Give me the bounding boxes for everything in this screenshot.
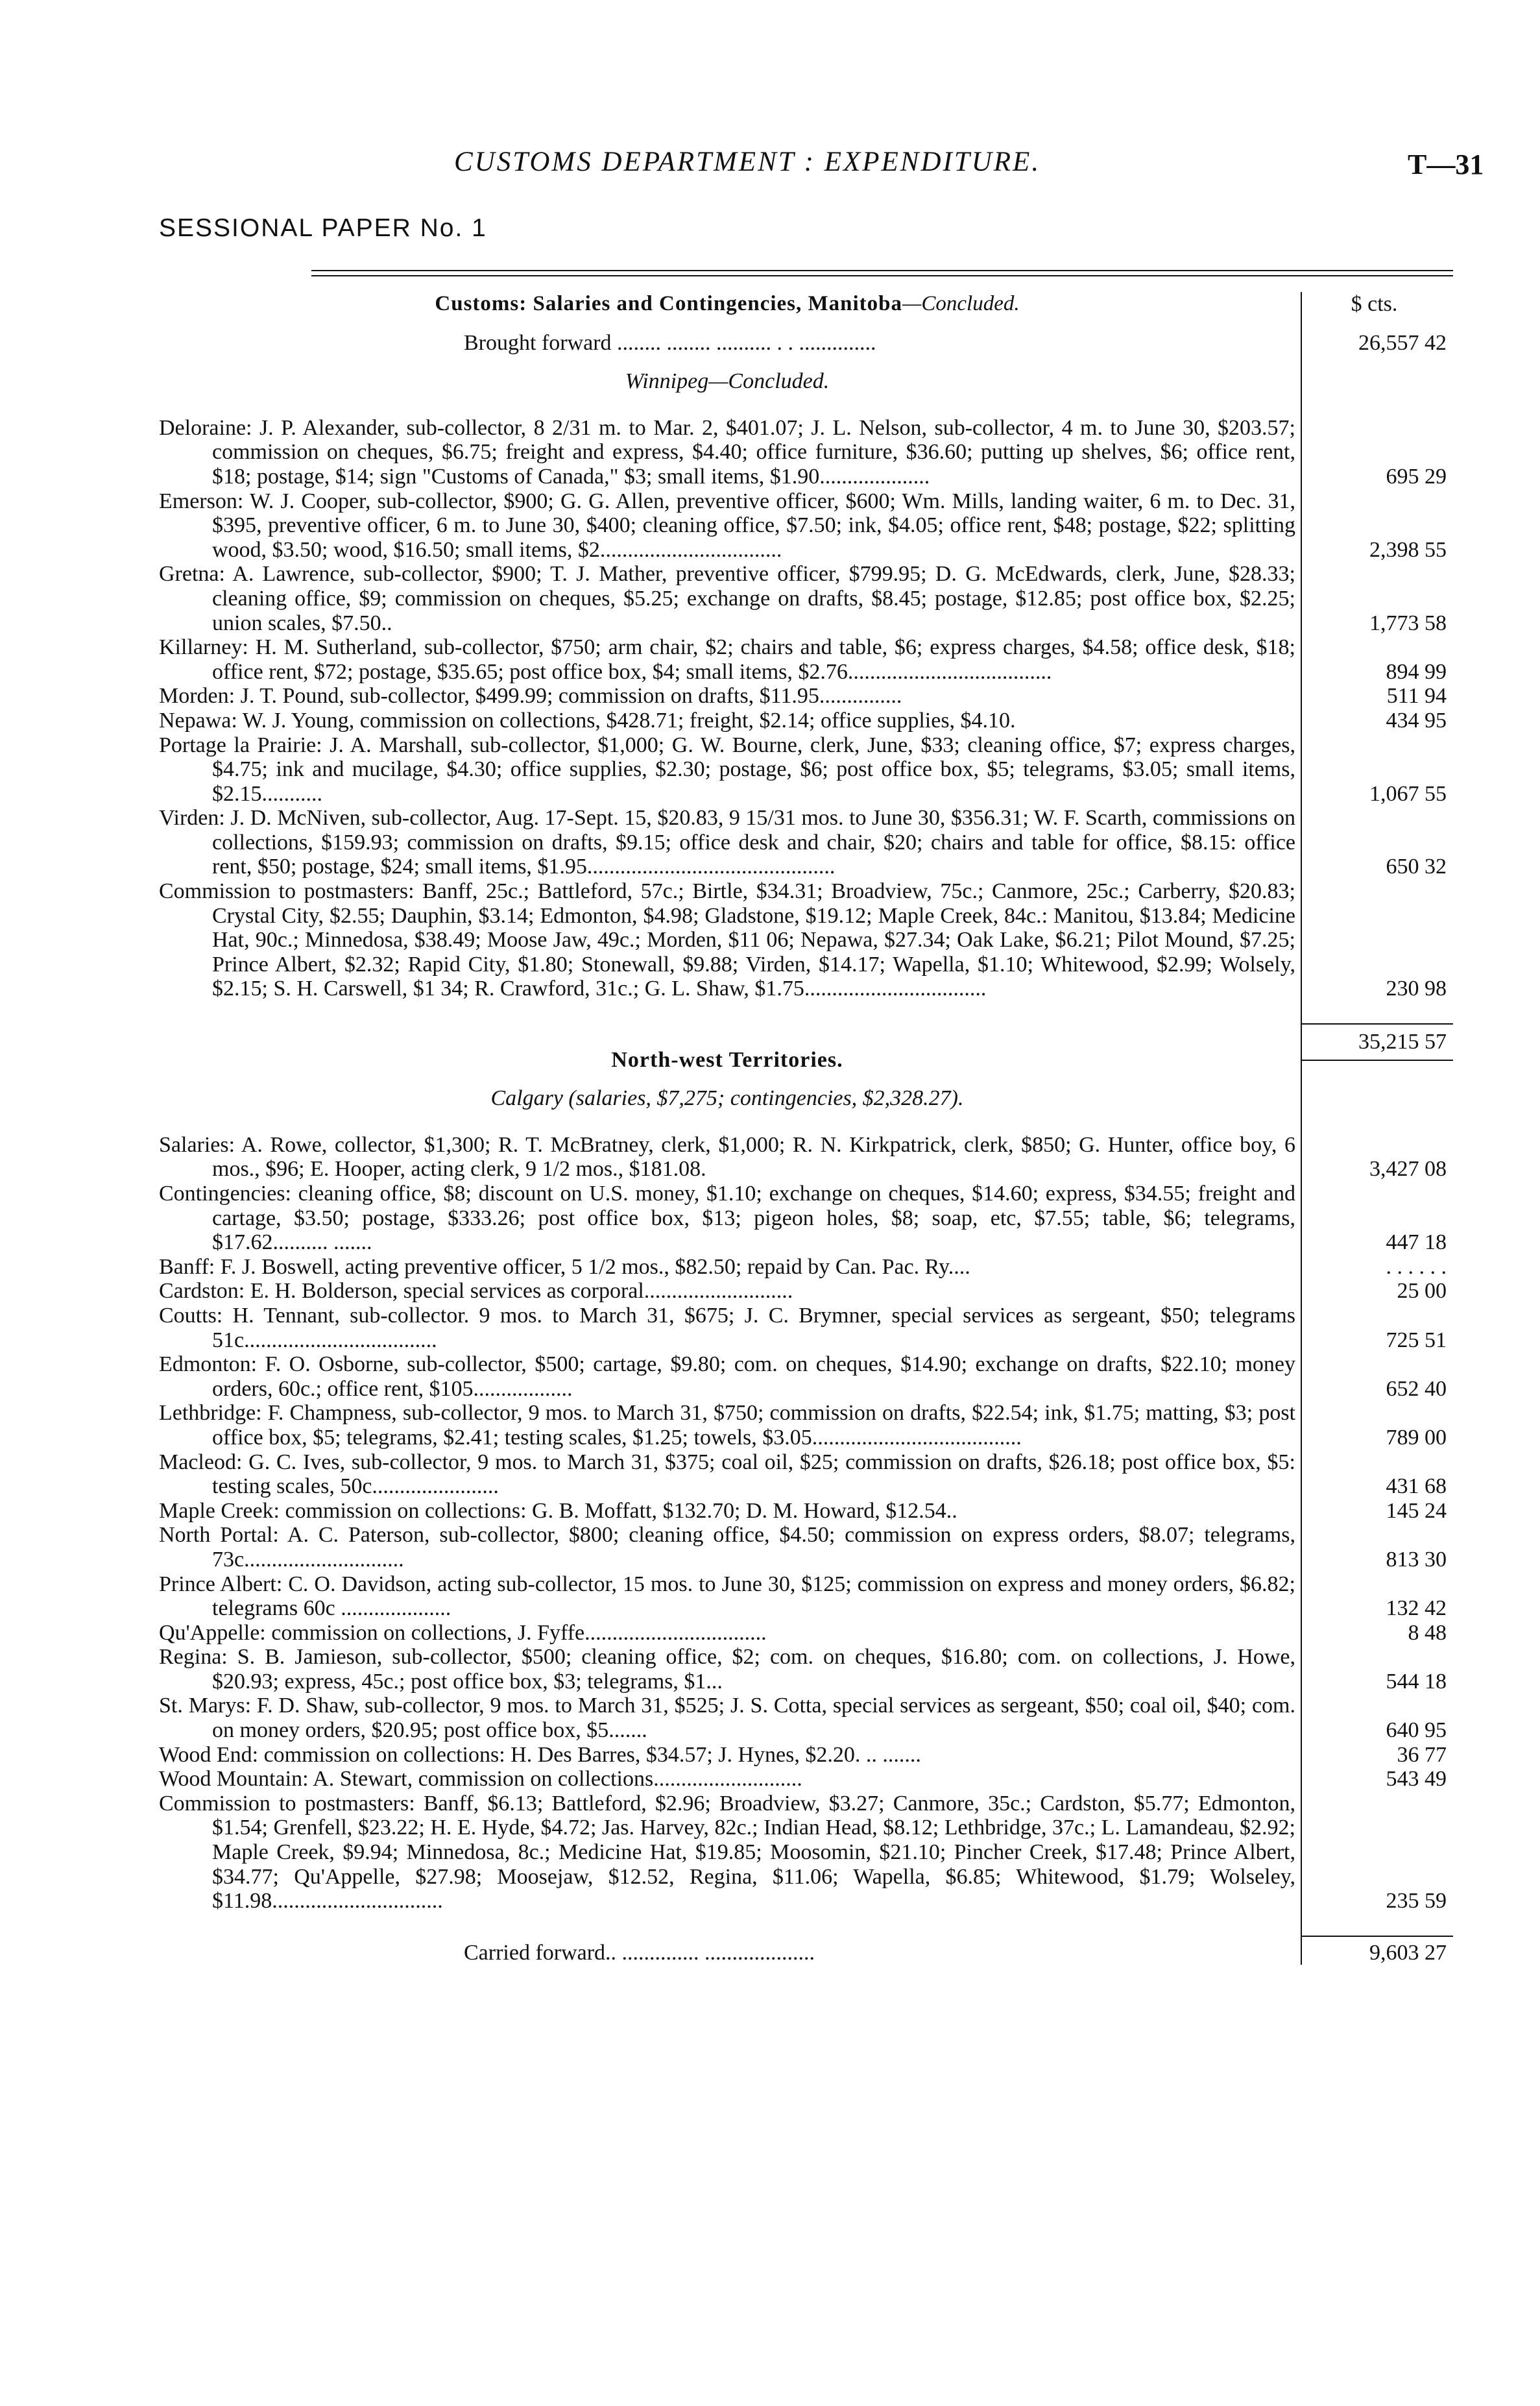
- expenditure-amount: 36 77: [1301, 1743, 1453, 1768]
- table-heading-text: Customs: Salaries and Contingencies, Manitoba: [435, 292, 903, 315]
- expenditure-description: Gretna: A. Lawrence, sub-collector, $900; T. J. Mather, preventive officer, $799.95; D. G. McEdwards, clerk, June, $28.33; cleaning office, $9; commission on cheques, $5.25; exchange on drafts, $8.45; postage, $12.85; post office box, $2.25; union scales, $7.50..: [159, 562, 1295, 635]
- carried-forward-label: Carried forward.. .............. ....................: [464, 1940, 815, 1965]
- carried-forward-amount: 9,603 27: [1301, 1936, 1453, 1965]
- brought-forward-label: Brought forward ........ ........ .......... . . ..............: [464, 330, 876, 355]
- expenditure-amount: 25 00: [1301, 1279, 1453, 1304]
- expenditure-amount: 695 29: [1301, 416, 1453, 489]
- expenditure-row: [159, 709, 1453, 733]
- calgary-subtitle-row: [159, 1086, 1453, 1111]
- expenditure-row: [159, 1767, 1453, 1792]
- expenditure-description: Edmonton: F. O. Osborne, sub-collector, $500; cartage, $9.80; com. on cheques, $14.90; exchange on drafts, $22.10; money orders, 60c.; office rent, $105..................: [159, 1352, 1295, 1401]
- expenditure-amount: 3,427 08: [1301, 1133, 1453, 1182]
- expenditure-description: Commission to postmasters: Banff, 25c.; Battleford, 57c.; Birtle, $34.31; Broadview, 75c.; Canmore, 25c.; Carberry, $20.83; Crystal City, $2.55; Dauphin, $3.14; Edmonton, $4.98; Gladstone, $19.12; Maple Creek, 84c.: Manitou, $13.84; Medicine Hat, 90c.; Minnedosa, $38.49; Moose Jaw, 49c.; Morden, $11 06; Nepawa, $27.34; Oak Lake, $6.21; Pilot Mound, $7.25; Prince Albert, $2.32; Rapid City, $1.80; Stonewall, $9.88; Virden, $14.17; Wapella, $1.10; Whitewood, $2.99; Wolsely, $2.15; S. H. Carswell, $1 34; R. Crawford, 31c.; G. L. Shaw, $1.75.................................: [159, 879, 1295, 1001]
- expenditure-amount: 1,773 58: [1301, 562, 1453, 635]
- nwt-title-row: [159, 1048, 1453, 1073]
- sessional-paper-label: SESSIONAL PAPER No. 1: [159, 214, 487, 242]
- expenditure-amount: 230 98: [1301, 879, 1453, 1001]
- expenditure-amount: 813 30: [1301, 1523, 1453, 1572]
- table-heading: [159, 292, 1301, 317]
- expenditure-description: St. Marys: F. D. Shaw, sub-collector, 9 mos. to March 31, $525; J. S. Cotta, special services as sergeant, $50; coal oil, $40; com. on money orders, $20.95; post office box, $5.......: [159, 1694, 1295, 1743]
- expenditure-row: [159, 1401, 1453, 1450]
- expenditure-description: Prince Albert: C. O. Davidson, acting sub-collector, 15 mos. to June 30, $125; commission on express and money orders, $6.82; telegrams 60c ....................: [159, 1572, 1295, 1621]
- expenditure-row: [159, 489, 1453, 563]
- expenditure-row: [159, 416, 1453, 489]
- top-rule-1: [311, 270, 1453, 271]
- expenditure-amount: 511 94: [1301, 684, 1453, 709]
- expenditure-description: North Portal: A. C. Paterson, sub-collector, $800; cleaning office, $4.50; commission on express orders, $8.07; telegrams, 73c.............................: [159, 1523, 1295, 1572]
- expenditure-amount: 652 40: [1301, 1352, 1453, 1401]
- expenditure-row: [159, 1645, 1453, 1694]
- expenditure-description: Wood End: commission on collections: H. Des Barres, $34.57; J. Hynes, $2.20. .. .......: [159, 1742, 921, 1767]
- expenditure-row: [159, 1572, 1453, 1621]
- expenditure-description: Commission to postmasters: Banff, $6.13; Battleford, $2.96; Broadview, $3.27; Canmore, 35c.; Cardston, $5.77; Edmonton, $1.54; Grenfell, $23.22; H. E. Hyde, $4.72; Jas. Harvey, 82c.; Indian Head, $8.12; Lethbridge, 37c.; L. Lamandeau, $2.92; Maple Creek, $9.94; Minnedosa, 8c.; Medicine Hat, $19.85; Moosomin, $21.10; Pincher Creek, $17.48; Prince Albert, $34.77; Qu'Appelle, $27.98; Moosejaw, $12.52, Regina, $11.06; Wapella, $6.85; Whitewood, $1.79; Wolseley, $11.98...............................: [159, 1791, 1295, 1914]
- spacer: [159, 317, 1453, 331]
- expenditure-amount: 434 95: [1301, 709, 1453, 733]
- table-heading-suffix: —Concluded.: [902, 292, 1020, 315]
- expenditure-amount: 431 68: [1301, 1450, 1453, 1499]
- expenditure-row: [159, 1499, 1453, 1524]
- running-header-title: CUSTOMS DEPARTMENT : EXPENDITURE.: [454, 147, 1041, 177]
- carried-forward-row: [159, 1936, 1453, 1965]
- expenditure-description: Maple Creek: commission on collections: G. B. Moffatt, $132.70; D. M. Howard, $12.54..: [159, 1498, 957, 1523]
- expenditure-table: [159, 292, 1453, 1965]
- expenditure-description: Salaries: A. Rowe, collector, $1,300; R. T. McBratney, clerk, $1,000; R. N. Kirkpatrick, clerk, $850; G. Hunter, office boy, 6 mos., $96; E. Hooper, acting clerk, 9 1/2 mos., $181.08.: [159, 1132, 1295, 1182]
- brought-forward-row: [159, 331, 1453, 356]
- expenditure-description: Cardston: E. H. Bolderson, special services as corporal...........................: [159, 1279, 793, 1304]
- expenditure-amount: 789 00: [1301, 1401, 1453, 1450]
- expenditure-row: [159, 1133, 1453, 1182]
- page-number: T—31: [1408, 149, 1484, 180]
- expenditure-row: [159, 1304, 1453, 1352]
- expenditure-amount: 132 42: [1301, 1572, 1453, 1621]
- expenditure-row: [159, 1255, 1453, 1280]
- expenditure-amount: 650 32: [1301, 806, 1453, 879]
- spacer: [159, 1001, 1453, 1023]
- currency-header: $ cts.: [1301, 292, 1453, 317]
- expenditure-row: [159, 1694, 1453, 1742]
- expenditure-amount: 145 24: [1301, 1499, 1453, 1524]
- expenditure-row: [159, 562, 1453, 635]
- expenditure-amount: 1,067 55: [1301, 733, 1453, 807]
- brought-forward-amount: 26,557 42: [1301, 331, 1453, 356]
- expenditure-row: [159, 879, 1453, 1001]
- expenditure-description: Lethbridge: F. Champness, sub-collector, 9 mos. to March 31, $750; commission on drafts, $22.54; ink, $1.75; matting, $3; post office box, $5; telegrams, $2.41; testing scales, $1.25; towels, $3.05......................................: [159, 1401, 1295, 1450]
- spacer: [159, 1111, 1453, 1133]
- expenditure-amount: 8 48: [1301, 1621, 1453, 1646]
- expenditure-amount: 235 59: [1301, 1792, 1453, 1914]
- expenditure-amount: . . . . . .: [1301, 1255, 1453, 1280]
- expenditure-row: [159, 806, 1453, 879]
- expenditure-description: Deloraine: J. P. Alexander, sub-collector, 8 2/31 m. to Mar. 2, $401.07; J. L. Nelson, sub-collector, 4 m. to June 30, $203.57; commission on cheques, $6.75; freight and express, $4.40; office furniture, $36.60; putting up shelves, $6; office rent, $18; postage, $14; sign "Customs of Canada," $3; small items, $1.90....................: [159, 415, 1295, 489]
- expenditure-row: [159, 684, 1453, 709]
- expenditure-description: Portage la Prairie: J. A. Marshall, sub-collector, $1,000; G. W. Bourne, clerk, June, $33; cleaning office, $7; express charges, $4.75; ink and mucilage, $4.30; office supplies, $2.30; postage, $6; post office box, $5; telegrams, $3.05; small items, $2.15...........: [159, 733, 1295, 806]
- expenditure-description: Emerson: W. J. Cooper, sub-collector, $900; G. G. Allen, preventive officer, $600; Wm. Mills, landing waiter, 6 m. to Dec. 31, $395, preventive officer, 6 m. to June 30, $400; cleaning office, $7.50; ink, $4.05; office rent, $48; postage, $22; splitting wood, $3.50; wood, $16.50; small items, $2.................................: [159, 489, 1295, 562]
- top-rule-2: [311, 275, 1453, 276]
- manitoba-total: 35,215 57: [1301, 1023, 1453, 1061]
- winnipeg-subtitle: Winnipeg—Concluded.: [625, 369, 830, 394]
- expenditure-amount: 725 51: [1301, 1304, 1453, 1352]
- expenditure-description: Macleod: G. C. Ives, sub-collector, 9 mos. to March 31, $375; coal oil, $25; commission on drafts, $26.18; post office box, $5: testing scales, 50c.......................: [159, 1450, 1295, 1499]
- expenditure-description: Nepawa: W. J. Young, commission on collections, $428.71; freight, $2.14; office supplies, $4.10.: [159, 708, 1016, 733]
- expenditure-description: Killarney: H. M. Sutherland, sub-collector, $750; arm chair, $2; chairs and table, $6; express charges, $4.58; office desk, $18; office rent, $72; postage, $35.65; post office box, $4; small items, $2.76.....................................: [159, 635, 1295, 684]
- expenditure-description: Banff: F. J. Boswell, acting preventive officer, 5 1/2 mos., $82.50; repaid by Can. Pac. Ry....: [159, 1254, 970, 1279]
- expenditure-amount: 640 95: [1301, 1694, 1453, 1742]
- spacer: [159, 1072, 1453, 1086]
- expenditure-description: Qu'Appelle: commission on collections, J. Fyffe.................................: [159, 1620, 767, 1645]
- expenditure-description: Morden: J. T. Pound, sub-collector, $499.99; commission on drafts, $11.95...............: [159, 684, 902, 709]
- table-heading-row: [159, 292, 1453, 317]
- expenditure-amount: 543 49: [1301, 1767, 1453, 1792]
- nwt-title: North-west Territories.: [611, 1047, 843, 1072]
- spacer: [159, 1914, 1453, 1936]
- expenditure-amount: 544 18: [1301, 1645, 1453, 1694]
- expenditure-amount: 447 18: [1301, 1182, 1453, 1255]
- calgary-subtitle: Calgary (salaries, $7,275; contingencies, $2,328.27).: [490, 1086, 964, 1111]
- expenditure-row: [159, 733, 1453, 807]
- expenditure-row: [159, 1621, 1453, 1646]
- expenditure-row: [159, 1792, 1453, 1914]
- expenditure-description: Contingencies: cleaning office, $8; discount on U.S. money, $1.10; exchange on cheques, $14.60; express, $34.55; freight and cartage, $3.50; postage, $333.26; post office box, $13; pigeon holes, $8; soap, etc, $7.55; table, $6; telegrams, $17.62.......... .......: [159, 1182, 1295, 1255]
- expenditure-row: [159, 1523, 1453, 1572]
- nwt-items: [159, 1133, 1453, 1914]
- winnipeg-subtitle-row: [159, 369, 1453, 394]
- expenditure-row: [159, 1352, 1453, 1401]
- expenditure-description: Coutts: H. Tennant, sub-collector. 9 mos. to March 31, $675; J. C. Brymner, special services as sergeant, $50; telegrams 51c...................................: [159, 1303, 1295, 1352]
- manitoba-items: [159, 416, 1453, 1001]
- spacer: [159, 394, 1453, 416]
- expenditure-row: [159, 1182, 1453, 1255]
- spacer: [159, 355, 1453, 369]
- expenditure-description: Regina: S. B. Jamieson, sub-collector, $500; cleaning office, $2; com. on cheques, $16.80; com. on collections, J. Howe, $20.93; express, 45c.; post office box, $3; telegrams, $1...: [159, 1645, 1295, 1694]
- expenditure-amount: 894 99: [1301, 635, 1453, 684]
- expenditure-description: Virden: J. D. McNiven, sub-collector, Aug. 17-Sept. 15, $20.83, 9 15/31 mos. to June 30, $356.31; W. F. Scarth, commissions on collections, $159.93; commission on drafts, $9.15; office desk and chair, $20; chairs and table for office, $8.15: office rent, $50; postage, $24; small items, $1.95.............................................: [159, 806, 1295, 879]
- expenditure-description: Wood Mountain: A. Stewart, commission on collections...........................: [159, 1767, 802, 1792]
- expenditure-amount: 2,398 55: [1301, 489, 1453, 563]
- expenditure-row: [159, 1279, 1453, 1304]
- expenditure-row: [159, 1450, 1453, 1499]
- expenditure-row: [159, 635, 1453, 684]
- expenditure-row: [159, 1743, 1453, 1768]
